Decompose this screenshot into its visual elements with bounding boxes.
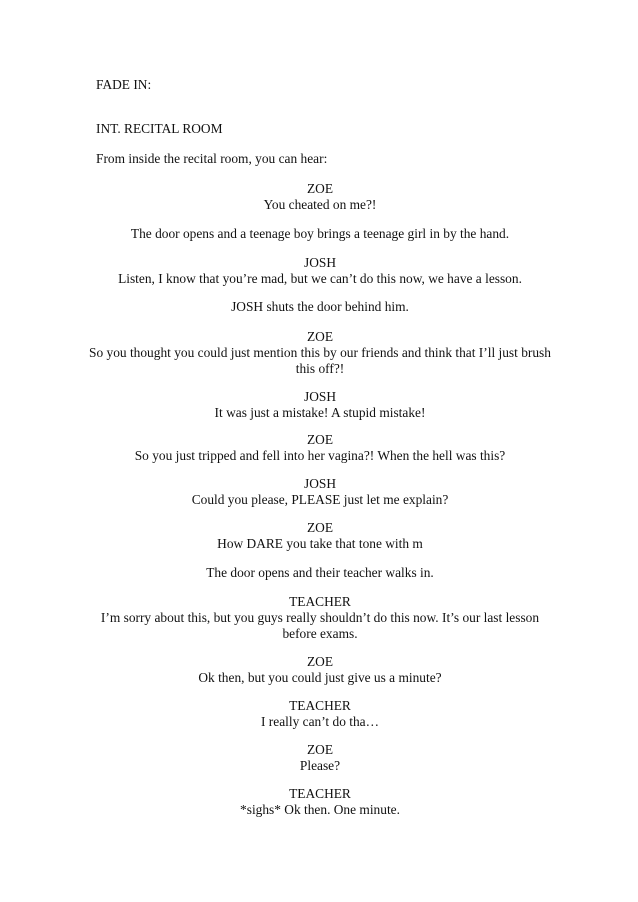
dialogue-block (88, 786, 552, 818)
dialogue-block (88, 698, 552, 730)
character-name: TEACHER (289, 698, 351, 713)
character-name: TEACHER (289, 786, 351, 801)
dialogue-block (88, 255, 552, 287)
dialogue-line: So you just tripped and fell into her vagina?! When the hell was this? (134, 448, 506, 463)
action-line: The door opens and a teenage boy brings a teenage girl in by the hand. (130, 226, 510, 241)
character-name: TEACHER (289, 594, 351, 609)
dialogue-block (88, 389, 552, 421)
action-line: The door opens and their teacher walks in. (206, 565, 434, 580)
character-name: JOSH (304, 389, 336, 404)
dialogue-block (88, 594, 552, 642)
character-name: ZOE (306, 181, 334, 196)
dialogue-line: It was just a mistake! A stupid mistake! (214, 405, 426, 420)
dialogue-line: Listen, I know that you’re mad, but we can’t do this now, we have a lesson. (118, 271, 522, 286)
character-name: ZOE (306, 329, 334, 344)
dialogue-line: Ok then, but you could just give us a minute? (198, 670, 442, 685)
dialogue-block (88, 654, 552, 686)
character-name: ZOE (306, 654, 334, 669)
character-name: ZOE (306, 742, 334, 757)
dialogue-line: I really can’t do tha… (261, 714, 379, 729)
action-line: From inside the recital room, you can hear: (96, 151, 328, 166)
character-name: ZOE (306, 520, 334, 535)
dialogue-block (88, 181, 552, 213)
dialogue-block (88, 329, 552, 377)
dialogue-block (88, 520, 552, 552)
dialogue-line: *sighs* Ok then. One minute. (240, 802, 400, 817)
dialogue-line: You cheated on me?! (263, 197, 377, 212)
character-name: JOSH (304, 255, 336, 270)
dialogue-line: Please? (299, 758, 341, 773)
dialogue-line: Could you please, PLEASE just let me explain? (191, 492, 449, 507)
dialogue-line: I’m sorry about this, but you guys really shouldn’t do this now. It’s our last lesson before exams. (100, 610, 540, 641)
character-name: JOSH (304, 476, 336, 491)
dialogue-block (88, 476, 552, 508)
dialogue-block (88, 742, 552, 774)
dialogue-block (88, 432, 552, 464)
character-name: ZOE (306, 432, 334, 447)
dialogue-line: So you thought you could just mention this by our friends and think that I’ll just brush this off?! (89, 345, 551, 376)
action-line: JOSH shuts the door behind him. (231, 299, 409, 314)
transition-fade-in: FADE IN: (96, 77, 152, 92)
scene-heading: INT. RECITAL ROOM (96, 121, 223, 136)
dialogue-line: How DARE you take that tone with m (217, 536, 423, 551)
